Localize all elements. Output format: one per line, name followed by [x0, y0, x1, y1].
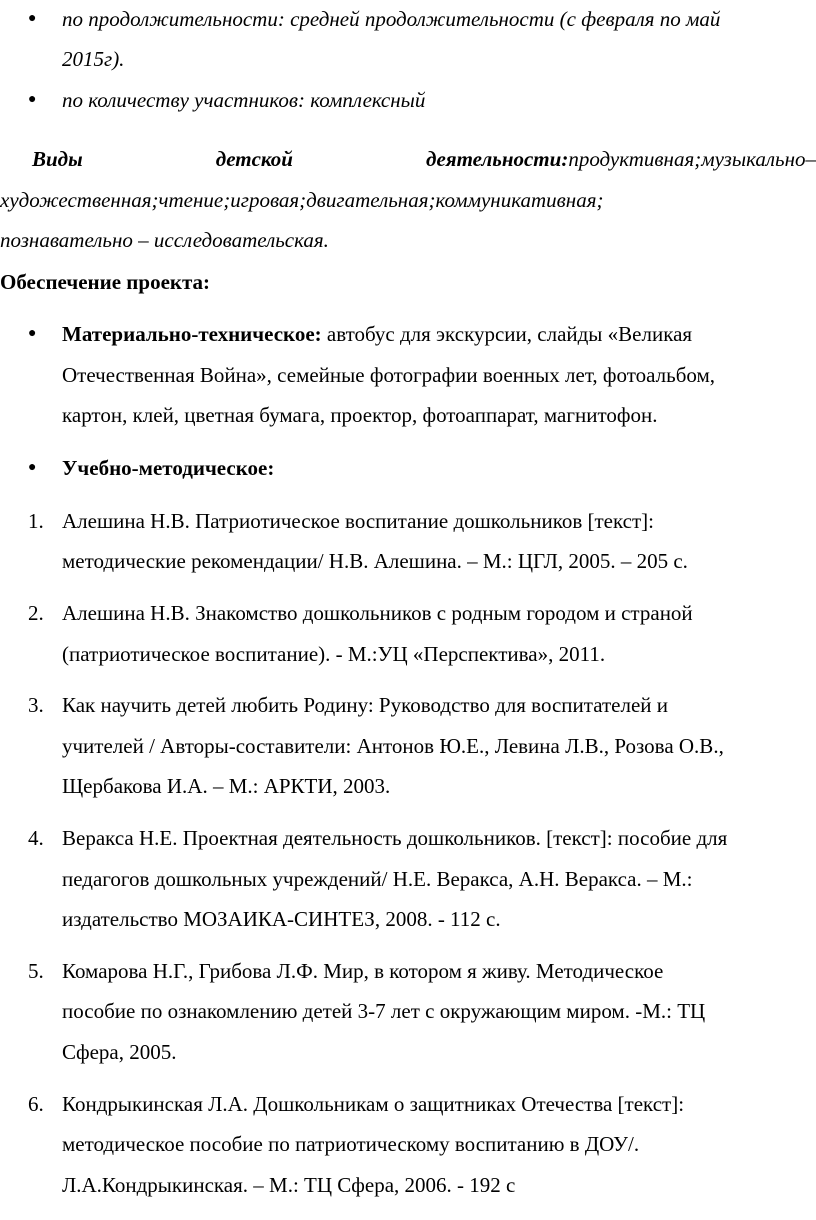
material-line-1: [62, 321, 692, 347]
activities-heading: Виды детской деятельности:: [32, 147, 569, 171]
list-item-line: методическое пособие по патриотическому воспитанию в ДОУ/.: [62, 1132, 640, 1156]
participants-line: по количеству участников: комплексный: [62, 88, 426, 112]
bullet-icon: ●: [28, 92, 37, 107]
activities-word: художественная;: [0, 188, 159, 212]
material-line-2: Отечественная Война», семейные фотографии военных лет, фотоальбом,: [62, 363, 716, 387]
list-number: 1.: [28, 509, 44, 533]
list-item-line: Л.А.Кондрыкинская. – М.: ТЦ Сфера, 2006. - 192 с: [62, 1173, 516, 1197]
activities-line-3: познавательно – исследовательская.: [0, 228, 329, 252]
list-number: 6.: [28, 1092, 44, 1116]
list-item-line: Веракса Н.Е. Проектная деятельность дошкольников. [текст]: пособие для: [62, 826, 728, 850]
activities-word: –: [805, 147, 816, 171]
list-item-line: Щербакова И.А. – М.: АРКТИ, 2003.: [62, 774, 391, 798]
list-item-line: пособие по ознакомлению детей 3-7 лет с окружающим миром. -М.: ТЦ: [62, 999, 706, 1023]
material-text: автобус для экскурсии, слайды «Великая: [321, 322, 693, 346]
support-heading: Обеспечение проекта:: [0, 270, 211, 294]
list-item-line: Комарова Н.Г., Грибова Л.Ф. Мир, в котором я живу. Методическое: [62, 959, 664, 983]
list-item-line: издательство МОЗАИКА-СИНТЕЗ, 2008. - 112 с.: [62, 907, 501, 931]
activities-word: игровая;: [230, 188, 307, 212]
activities-word: двигательная;: [306, 188, 436, 212]
list-number: 3.: [28, 693, 44, 717]
activities-line-2: [0, 187, 816, 213]
list-item-line: Алешина Н.В. Патриотическое воспитание дошкольников [текст]:: [62, 509, 654, 533]
bullet-icon: ●: [28, 326, 37, 341]
activities-word: музыкально: [701, 147, 806, 171]
bullet-icon: ●: [28, 460, 37, 475]
material-label: Материально-техническое:: [62, 322, 322, 346]
bullet-icon: ●: [28, 11, 37, 26]
list-item-line: учителей / Авторы-составители: Антонов Ю.Е., Левина Л.В., Розова О.В.,: [62, 734, 724, 758]
list-item-line: Как научить детей любить Родину: Руководство для воспитателей и: [62, 693, 668, 717]
methodical-label: Учебно-методическое:: [62, 456, 275, 480]
list-item-line: Алешина Н.В. Знакомство дошкольников с родным городом и страной: [62, 601, 693, 625]
duration-line-2: 2015г).: [62, 47, 125, 71]
list-item-line: педагогов дошкольных учреждений/ Н.Е. Веракса, А.Н. Веракса. – М.:: [62, 867, 693, 891]
list-item-line: Кондрыкинская Л.А. Дошкольникам о защитниках Отечества [текст]:: [62, 1092, 685, 1116]
activities-word: продуктивная;: [568, 147, 702, 171]
material-line-3: картон, клей, цветная бумага, проектор, фотоаппарат, магнитофон.: [62, 403, 658, 427]
list-item-line: Сфера, 2005.: [62, 1040, 177, 1064]
duration-line-1: по продолжительности: средней продолжительности (с февраля по май: [62, 7, 721, 31]
activities-word: коммуникативная;: [435, 188, 604, 212]
list-number: 4.: [28, 826, 44, 850]
list-number: 2.: [28, 601, 44, 625]
list-item-line: методические рекомендации/ Н.В. Алешина. – М.: ЦГЛ, 2005. – 205 с.: [62, 549, 688, 573]
activities-line-1: [0, 146, 816, 172]
list-item-line: (патриотическое воспитание). - М.:УЦ «Перспектива», 2011.: [62, 642, 606, 666]
activities-word: чтение;: [158, 188, 231, 212]
list-number: 5.: [28, 959, 44, 983]
